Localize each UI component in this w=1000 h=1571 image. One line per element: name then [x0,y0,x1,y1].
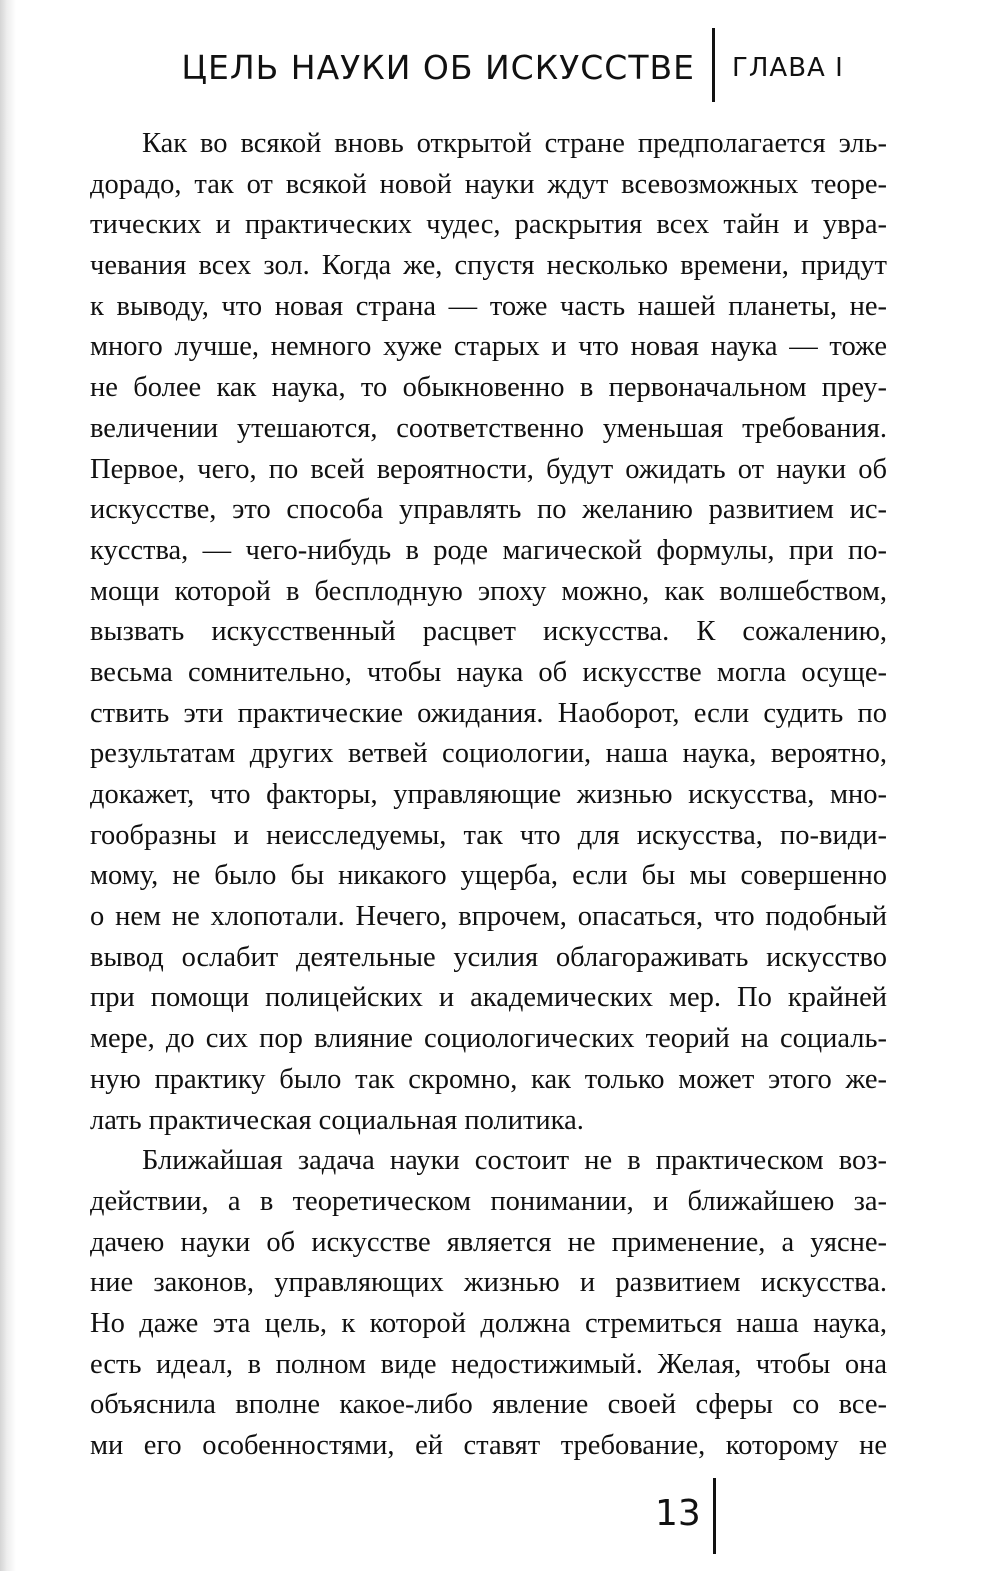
page-number: 13 [655,1493,701,1534]
text-line: весьма сомнительно, чтобы наука об искусстве могла осуще- [90,656,887,688]
text-line: гообразны и неисследуемы, так что для искусства, по-види- [90,819,887,851]
page-left-edge-shadow [0,0,16,1571]
text-line: докажет, что факторы, управляющие жизнью искусства, мно- [90,779,887,810]
text-line: тических и практических чудес, раскрытия всех тайн и увра- [90,209,887,241]
text-line: мере, до сих пор влияние социологических теорий на социаль- [90,1023,887,1055]
text-line: кусства, — чего-нибудь в роде магической формулы, при по- [90,534,887,566]
body-text [90,124,887,1467]
text-line: Ближайшая задача науки состоит не в практическом воз- [142,1145,887,1177]
text-line: вызвать искусственный расцвет искусства. К сожалению, [90,616,887,648]
text-line: результатам других ветвей социологии, наша наука, вероятно, [90,738,887,770]
text-line: объяснила вполне какое-либо явление своей сферы со все- [90,1389,887,1421]
text-line: мому, не было бы никакого ущерба, если бы мы совершенно [90,860,887,892]
text-line: ствить эти практические ожидания. Наоборот, если судить по [90,697,887,729]
paragraph-1 [90,124,887,1141]
text-line: искусстве, это способа управлять по желанию развитием ис- [90,494,887,526]
text-line: Первое, чего, по всей вероятности, будут ожидать от науки об [90,453,887,485]
footer-divider-rule [713,1478,716,1554]
text-line: есть идеал, в полном виде недостижимый. Желая, чтобы она [90,1348,887,1380]
text-line: лать практическая социальная политика. [90,1104,584,1136]
running-header-title: ЦЕЛЬ НАУКИ ОБ ИСКУССТВЕ [181,48,695,87]
text-line: вывод ослабит деятельные усилия облагораживать искусство [90,941,887,973]
paragraph-2 [90,1141,887,1467]
text-line: ную практику было так скромно, как только может этого же- [90,1063,887,1095]
text-line: действии, а в теоретическом понимании, и ближайшею за- [90,1185,887,1217]
text-line: чевания всех зол. Когда же, спустя несколько времени, придут [90,250,887,282]
text-line: дорадо, так от всякой новой науки ждут всевозможных теоре- [90,168,887,200]
text-line: к выводу, что новая страна — тоже часть нашей планеты, не- [90,290,887,322]
text-line: ние законов, управляющих жизнью и развитием искусства. [90,1267,887,1299]
running-header [0,28,1000,108]
text-line: величении утешаются, соответственно уменьшая требования. [90,412,887,444]
text-line: Как во всякой вновь открытой стране предполагается эль- [142,128,887,159]
text-line: Но даже эта цель, к которой должна стремиться наша наука, [90,1307,887,1339]
text-line: при помощи полицейских и академических мер. По крайней [90,982,887,1014]
running-header-chapter: ГЛАВА I [732,53,844,83]
text-line: дачею науки об искусстве является не применение, а уясне- [90,1226,887,1258]
text-line: мощи которой в бесплодную эпоху можно, как волшебством, [90,575,887,607]
text-line: о нем не хлопотали. Нечего, впрочем, опасаться, что подобный [90,901,887,933]
text-line: не более как наука, то обыкновенно в первоначальном преу- [90,372,887,404]
text-line: ми его особенностями, ей ставят требование, которому не [90,1430,887,1461]
text-line: много лучше, немного хуже старых и что новая наука — тоже [90,331,887,363]
header-divider-rule [712,28,715,102]
